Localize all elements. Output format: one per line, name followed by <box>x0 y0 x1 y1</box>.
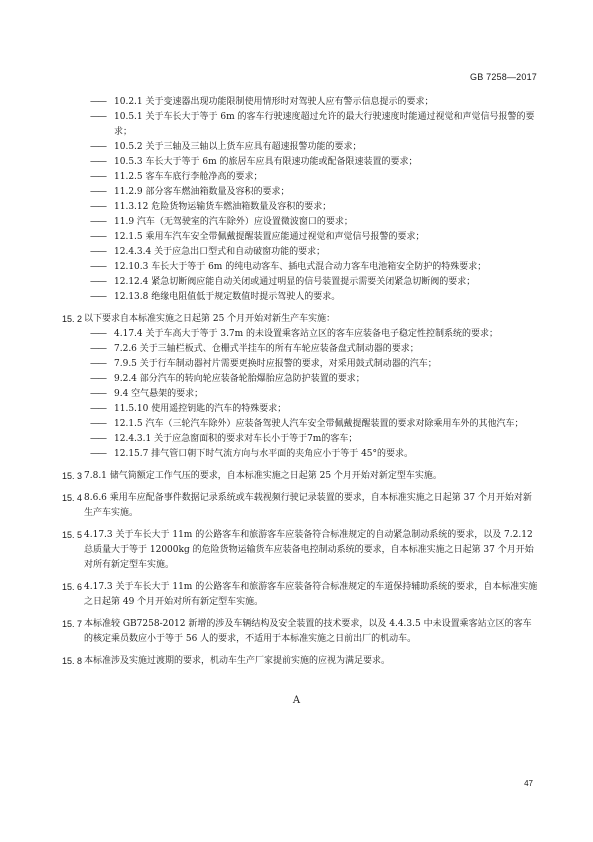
section-paragraph <box>62 617 540 647</box>
list-item-text: 9.4 空气悬架的要求； <box>114 389 204 399</box>
dash-marker: —— <box>90 112 106 122</box>
annex-letter: A <box>292 695 301 706</box>
sections <box>62 462 540 669</box>
list-item-text: 11.5.10 使用遥控钥匙的汽车的特殊要求； <box>114 404 287 414</box>
list-item-text: 12.4.3.4 关于应急出口型式和自动破窗功能的要求； <box>114 247 326 257</box>
list-item-text: 10.5.2 关于三轴及三轴以上货车应具有超速报警功能的要求； <box>114 142 362 152</box>
dash-marker: —— <box>90 374 106 384</box>
list-item <box>62 215 540 230</box>
page-number: 47 <box>524 779 533 788</box>
list-item <box>62 432 540 447</box>
dash-marker: —— <box>90 419 106 429</box>
section-paragraph <box>62 491 540 521</box>
list-item-text: 12.4.3.1 关于应急窗面积的要求对车长小于等于7m的客车； <box>114 434 358 444</box>
list-item-text: 10.5.3 车长大于等于 6m 的旅居车应具有限速功能或配备限速装置的要求； <box>114 157 418 167</box>
section-number: 15. 5 <box>62 530 83 540</box>
list-item <box>62 290 540 305</box>
list-item-text: 12.15.7 排气管口朝下时气流方向与水平面的夹角应小于等于 45°的要求。 <box>114 449 414 459</box>
section-text: 7.8.1 储气筒额定工作气压的要求，自本标准实施之日起第 25 个月开始对新定型车实施。 <box>84 471 442 481</box>
list-item <box>62 387 540 402</box>
list-item-text: 10.2.1 关于变速器出现功能限制使用情形时对驾驶人应有警示信息提示的要求； <box>114 97 434 107</box>
section-paragraph <box>62 469 540 484</box>
list-item <box>62 275 540 290</box>
section-15-2 <box>62 312 540 327</box>
list-a <box>62 95 540 305</box>
dash-marker: —— <box>90 292 106 302</box>
list-item <box>62 200 540 215</box>
list-item <box>62 260 540 275</box>
dash-marker: —— <box>90 187 106 197</box>
list-item-text: 12.12.4 紧急切断阀应能自动关闭或通过明显的信号装置提示需要关闭紧急切断阀的要求； <box>114 277 476 287</box>
list-item-text: 7.9.5 关于行车制动器衬片需要更换时应报警的要求，对采用鼓式制动器的汽车； <box>114 359 437 369</box>
dash-marker: —— <box>90 277 106 287</box>
list-item <box>62 342 540 357</box>
section-text: 以下要求自本标准实施之日起第 25 个月开始对新生产车实施： <box>84 314 336 324</box>
list-item <box>62 140 540 155</box>
list-item <box>62 417 540 432</box>
dash-marker: —— <box>90 434 106 444</box>
section-paragraph <box>62 580 540 610</box>
section-text: 8.6.6 乘用车应配备事件数据记录系统或车载视频行驶记录装置的要求，自本标准实施之日起第 37 个月开始对新生产车实施。 <box>84 493 532 518</box>
dash-marker: —— <box>90 97 106 107</box>
list-item <box>62 110 540 140</box>
dash-marker: —— <box>90 449 106 459</box>
list-item-text: 12.1.5 乘用车汽车安全带佩戴提醒装置应能通过视觉和声觉信号报警的要求； <box>114 232 425 242</box>
list-item <box>62 230 540 245</box>
section-number: 15. 3 <box>62 471 83 481</box>
list-item-text: 11.2.9 部分客车燃油箱数量及容积的要求； <box>114 187 290 197</box>
section-paragraph <box>62 654 540 669</box>
section-text: 4.17.3 关于车长大于 11m 的公路客车和旅游客车应装备符合标准规定的自动紧急制动系统的要求，以及 7.2.12 总质量大于等于 12000kg 的危险货物运输货车应装备电控制动系统的要求，自本标准实施之日起第 37 个月开始对所有新定型车实施。 <box>84 530 534 570</box>
section-text: 本标准较 GB7258-2012 新增的涉及车辆结构及安全装置的技术要求，以及 4.4.3.5 中未设置乘客站立区的客车的核定乘员数应小于等于 56 人的要求，不适用于本标准实施之日前出厂的机动车。 <box>84 619 532 644</box>
dash-marker: —— <box>90 389 106 399</box>
dash-marker: —— <box>90 217 106 227</box>
section-number: 15. 2 <box>62 314 83 324</box>
dash-marker: —— <box>90 262 106 272</box>
dash-marker: —— <box>90 329 106 339</box>
dash-marker: —— <box>90 142 106 152</box>
standard-code: GB 7258—2017 <box>470 72 537 82</box>
list-item <box>62 357 540 372</box>
section-number: 15. 6 <box>62 582 83 592</box>
list-item-text: 12.13.8 绝缘电阻值低于规定数值时提示驾驶人的要求。 <box>114 292 341 302</box>
section-number: 15. 7 <box>62 619 83 629</box>
list-item-text: 11.9 汽车（无驾驶室的汽车除外）应设置微波窗口的要求； <box>114 217 353 227</box>
section-text: 4.17.3 关于车长大于 11m 的公路客车和旅游客车应装备符合标准规定的车道保持辅助系统的要求，自本标准实施之日起第 49 个月开始对所有新定型车实施。 <box>84 582 538 607</box>
page-content <box>62 95 540 669</box>
dash-marker: —— <box>90 359 106 369</box>
list-item <box>62 155 540 170</box>
dash-marker: —— <box>90 344 106 354</box>
list-item <box>62 185 540 200</box>
list-item <box>62 372 540 387</box>
list-item <box>62 95 540 110</box>
list-b <box>62 327 540 462</box>
section-text: 本标准涉及实施过渡期的要求，机动车生产厂家提前实施的应视为满足要求。 <box>84 656 391 666</box>
dash-marker: —— <box>90 404 106 414</box>
dash-marker: —— <box>90 202 106 212</box>
list-item-text: 11.3.12 危险货物运输货车燃油箱数量及容积的要求； <box>114 202 332 212</box>
list-item-text: 12.1.5 汽车（三轮汽车除外）应装备驾驶人汽车安全带佩戴提醒装置的要求对除乘用车外的其他汽车； <box>114 419 524 429</box>
list-item-text: 4.17.4 关于车高大于等于 3.7m 的未设置乘客站立区的客车应装备电子稳定性控制系统的要求； <box>114 329 499 339</box>
dash-marker: —— <box>90 247 106 257</box>
list-item <box>62 402 540 417</box>
list-item <box>62 327 540 342</box>
list-item-text: 10.5.1 关于车长大于等于 6m 的客车行驶速度超过允许的最大行驶速度时能通过视觉和声觉信号报警的要求； <box>114 112 535 137</box>
list-item-text: 12.10.3 车长大于等于 6m 的纯电动客车、插电式混合动力客车电池箱安全防护的特殊要求； <box>114 262 487 272</box>
section-number: 15. 4 <box>62 493 83 503</box>
list-item-text: 7.2.6 关于三轴栏板式、仓栅式半挂车的所有车轮应装备盘式制动器的要求； <box>114 344 419 354</box>
list-item <box>62 245 540 260</box>
dash-marker: —— <box>90 232 106 242</box>
section-paragraph <box>62 528 540 573</box>
section-number: 15. 8 <box>62 656 83 666</box>
list-item-text: 9.2.4 部分汽车的转向轮应装备轮胎爆胎应急防护装置的要求； <box>114 374 365 384</box>
dash-marker: —— <box>90 172 106 182</box>
list-item <box>62 170 540 185</box>
list-item-text: 11.2.5 客车车底行李舱净高的要求； <box>114 172 263 182</box>
dash-marker: —— <box>90 157 106 167</box>
list-item <box>62 447 540 462</box>
